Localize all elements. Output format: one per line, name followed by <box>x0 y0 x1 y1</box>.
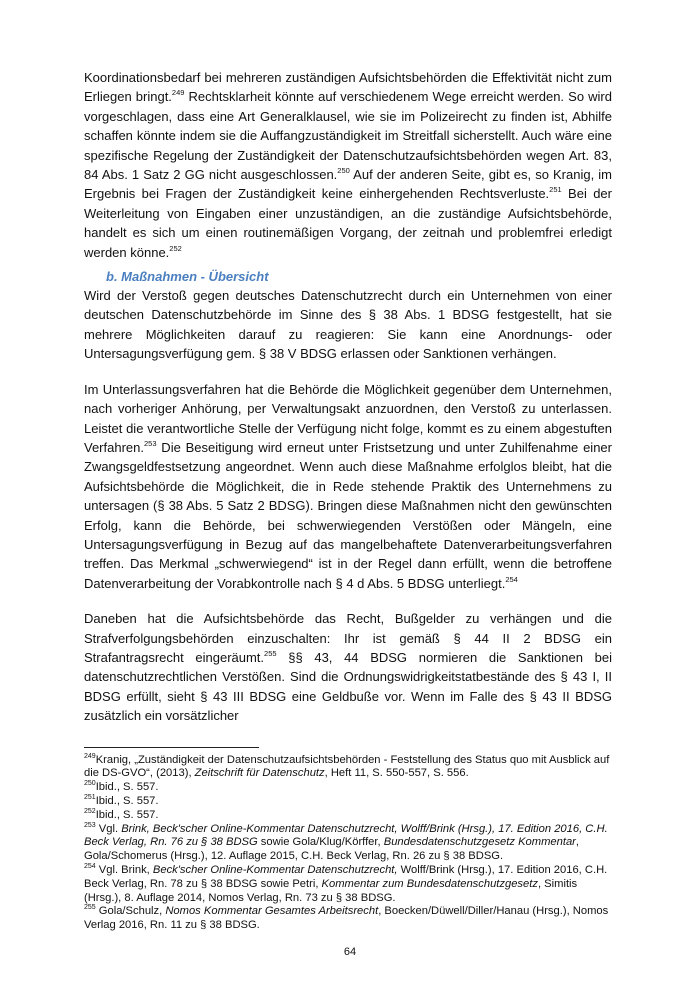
text-run: Auf der anderen Seite, gibt es, so Kranig, im Ergebnis bei Fragen der Zuständigkeit keine einhergehenden Rechtsverluste. <box>84 167 612 202</box>
text-run: Im Unterlassungsverfahren hat die Behörde die Möglichkeit gegenüber dem Unternehmen, nach vorheriger Anhörung, per Verwaltungsakt anzuordnen, den Verstoß zu unterlassen. Leistet die verantwortliche Stelle der Verfügung nicht folge, kommt es zu einem abgestuften Verfahren. <box>84 381 612 455</box>
text-run: Die Beseitigung wird erneut unter Fristsetzung und unter Zuhilfenahme einer Zwangsgeldfestsetzung angeordnet. Wenn auch diese Maßnahme erfolglos bleibt, hat die Aufsichtsbehörde die Möglichkeit, die in Rede stehende Praktik des Unternehmens zu untersagen (§ 38 Abs. 5 Satz 2 BDSG). Bringen diese Maßnahmen nicht den gewünschten Erfolg, kann die Behörde, bei schwerwiegenden Verstößen oder Mängeln, eine Untersagungsverfügung in Bezug auf das mangelbehaftete Datenverarbeitungsverfahren treffen. Das Merkmal „schwerwiegend“ ist in der Regel dann erfüllt, wenn die betroffene Datenverarbeitung der Vorabkontrolle nach § 4 d Abs. 5 BDSG unterliegt. <box>84 439 612 591</box>
footnote-254 <box>84 864 612 905</box>
section-heading: b. Maßnahmen - Übersicht <box>106 269 269 285</box>
footnote-ref-252[interactable]: 252 <box>169 243 182 253</box>
paragraph-coordination <box>84 68 612 262</box>
text-run: Kranig, „Zuständigkeit der Datenschutzaufsichtsbehörden - Feststellung des Status quo mit Ausblick auf die DS-GVO“, (2013), <box>84 753 610 780</box>
paragraph-sanctions <box>84 609 612 725</box>
work-title: Kommentar zum Bundesdatenschutzgesetz <box>321 877 538 890</box>
footnote-ref-254[interactable]: 254 <box>505 574 518 584</box>
footnote-number: 252 <box>84 807 96 815</box>
text-run: , Simitis (Hrsg.), 8. Auflage 2014, Nomos Verlag, Rn. 73 zu § 38 BDSG. <box>84 877 578 904</box>
footnote-249 <box>84 754 612 782</box>
text-run: , Gola/Schomerus (Hrsg.), 12. Auflage 2015, C.H. Beck Verlag, Rn. 26 zu § 38 BDSG. <box>84 836 580 863</box>
work-title: Brink, Beck'scher Online-Kommentar Datenschutzrecht, Wolff/Brink (Hrsg.), 17. Edition 2016, C.H. Beck Verlag, Rn. 76 zu § 38 BDSG <box>84 822 608 849</box>
text-run: Ibid., S. 557. <box>95 808 159 821</box>
footnote-separator <box>84 747 259 748</box>
text-run: Ibid., S. 557. <box>95 794 159 807</box>
text-run: Ibid., S. 557. <box>95 781 159 794</box>
text-run: Koordinationsbedarf bei mehreren zuständigen Aufsichtsbehörden die Effektivität nicht zum Erliegen bringt. <box>84 70 612 105</box>
footnote-number: 250 <box>84 780 96 788</box>
text-run: Bei der Weiterleitung von Eingaben einer unzuständigen, an die zuständige Aufsichtsbehörde, handelt es sich um einen routinemäßigen Vorgang, der zeitnah und problemfrei erledigt werden könne. <box>84 186 612 260</box>
text-run: §§ 43, 44 BDSG normieren die Sanktionen bei datenschutzrechtlichen Verstößen. Sind die Ordnungswidrigkeitstatbestände des § 43 I, II BDSG erfüllt, sieht § 43 III BDSG eine Geldbuße vor. Wenn im Falle des § 43 II BDSG zusätzlich ein vorsätzlicher <box>84 649 612 724</box>
work-title: Beck'scher Online-Kommentar Datenschutzrecht, <box>152 863 398 876</box>
footnote-251 <box>84 795 612 809</box>
paragraph-measures: Wird der Verstoß gegen deutsches Datenschutzrecht durch ein Unternehmen von einer deutschen Datenschutzbehörde im Sinne des § 38 Abs. 1 BDSG festgestellt, hat sie mehrere Möglichkeiten darauf zu reagieren: Sie kann eine Anordnungs- oder Untersagungsverfügung gem. § 38 V BDSG erlassen oder Sanktionen verhängen. <box>84 288 612 362</box>
footnote-number: 251 <box>84 793 96 801</box>
footnote-number: 249 <box>84 752 96 760</box>
footnote-253 <box>84 823 612 864</box>
page-number: 64 <box>343 946 357 958</box>
journal-title: Zeitschrift für Datenschutz <box>194 767 325 780</box>
text-run: Wolff/Brink (Hrsg.), 17. Edition 2016, C.H. Beck Verlag, Rn. 78 zu § 38 BDSG sowie Petri, <box>84 863 608 890</box>
work-title: Nomos Kommentar Gesamtes Arbeitsrecht <box>165 905 379 918</box>
footnote-255 <box>84 905 612 933</box>
footnote-number: 254 <box>84 862 96 870</box>
footnote-ref-249[interactable]: 249 <box>171 88 185 98</box>
footnote-ref-251[interactable]: 251 <box>549 185 562 195</box>
footnote-252 <box>84 809 612 823</box>
footnote-number: 253 <box>84 821 96 829</box>
text-run: , Boecken/Düwell/Diller/Hanau (Hrsg.), Nomos Verlag 2016, Rn. 11 zu § 38 BDSG. <box>84 905 609 932</box>
work-title: Bundesdatenschutzgesetz Kommentar <box>383 836 576 849</box>
text-run: , Heft 11, S. 550-557, S. 556. <box>324 767 469 780</box>
text-run: Vgl. Brink, <box>95 863 153 876</box>
footnote-ref-250[interactable]: 250 <box>337 166 350 176</box>
footnote-number: 255 <box>84 904 96 912</box>
footnote-250 <box>84 781 612 795</box>
text-run: Daneben hat die Aufsichtsbehörde das Recht, Bußgelder zu verhängen und die Strafverfolgungsbehörden einzuschalten: Ihr ist gemäß § 44 II 2 BDSG ein Strafantragsrecht eingeräumt. <box>84 611 612 665</box>
text-run: Rechtsklarheit könnte auf verschiedenem Wege erreicht werden. So wird vorgeschlagen, dass eine Art Generalklausel, wie sie im Polizeirecht zu finden ist, Abhilfe schaffen könnte indem sie die Auffangzuständigkeit im Streitfall sicherstellt. Auch wäre eine spezifische Regelung der Zuständigkeit der Datenschutzaufsichtsbehörden wegen Art. 83, 84 Abs. 1 Satz 2 GG nicht ausgeschlossen. <box>84 89 612 183</box>
text-run: Gola/Schulz, <box>95 905 166 918</box>
footnote-ref-255[interactable]: 255 <box>264 648 277 658</box>
paragraph-injunction-procedure <box>84 380 612 593</box>
text-run: Vgl. <box>95 822 122 835</box>
footnote-ref-253[interactable]: 253 <box>144 438 157 448</box>
text-run: sowie Gola/Klug/Körffer, <box>257 836 384 849</box>
